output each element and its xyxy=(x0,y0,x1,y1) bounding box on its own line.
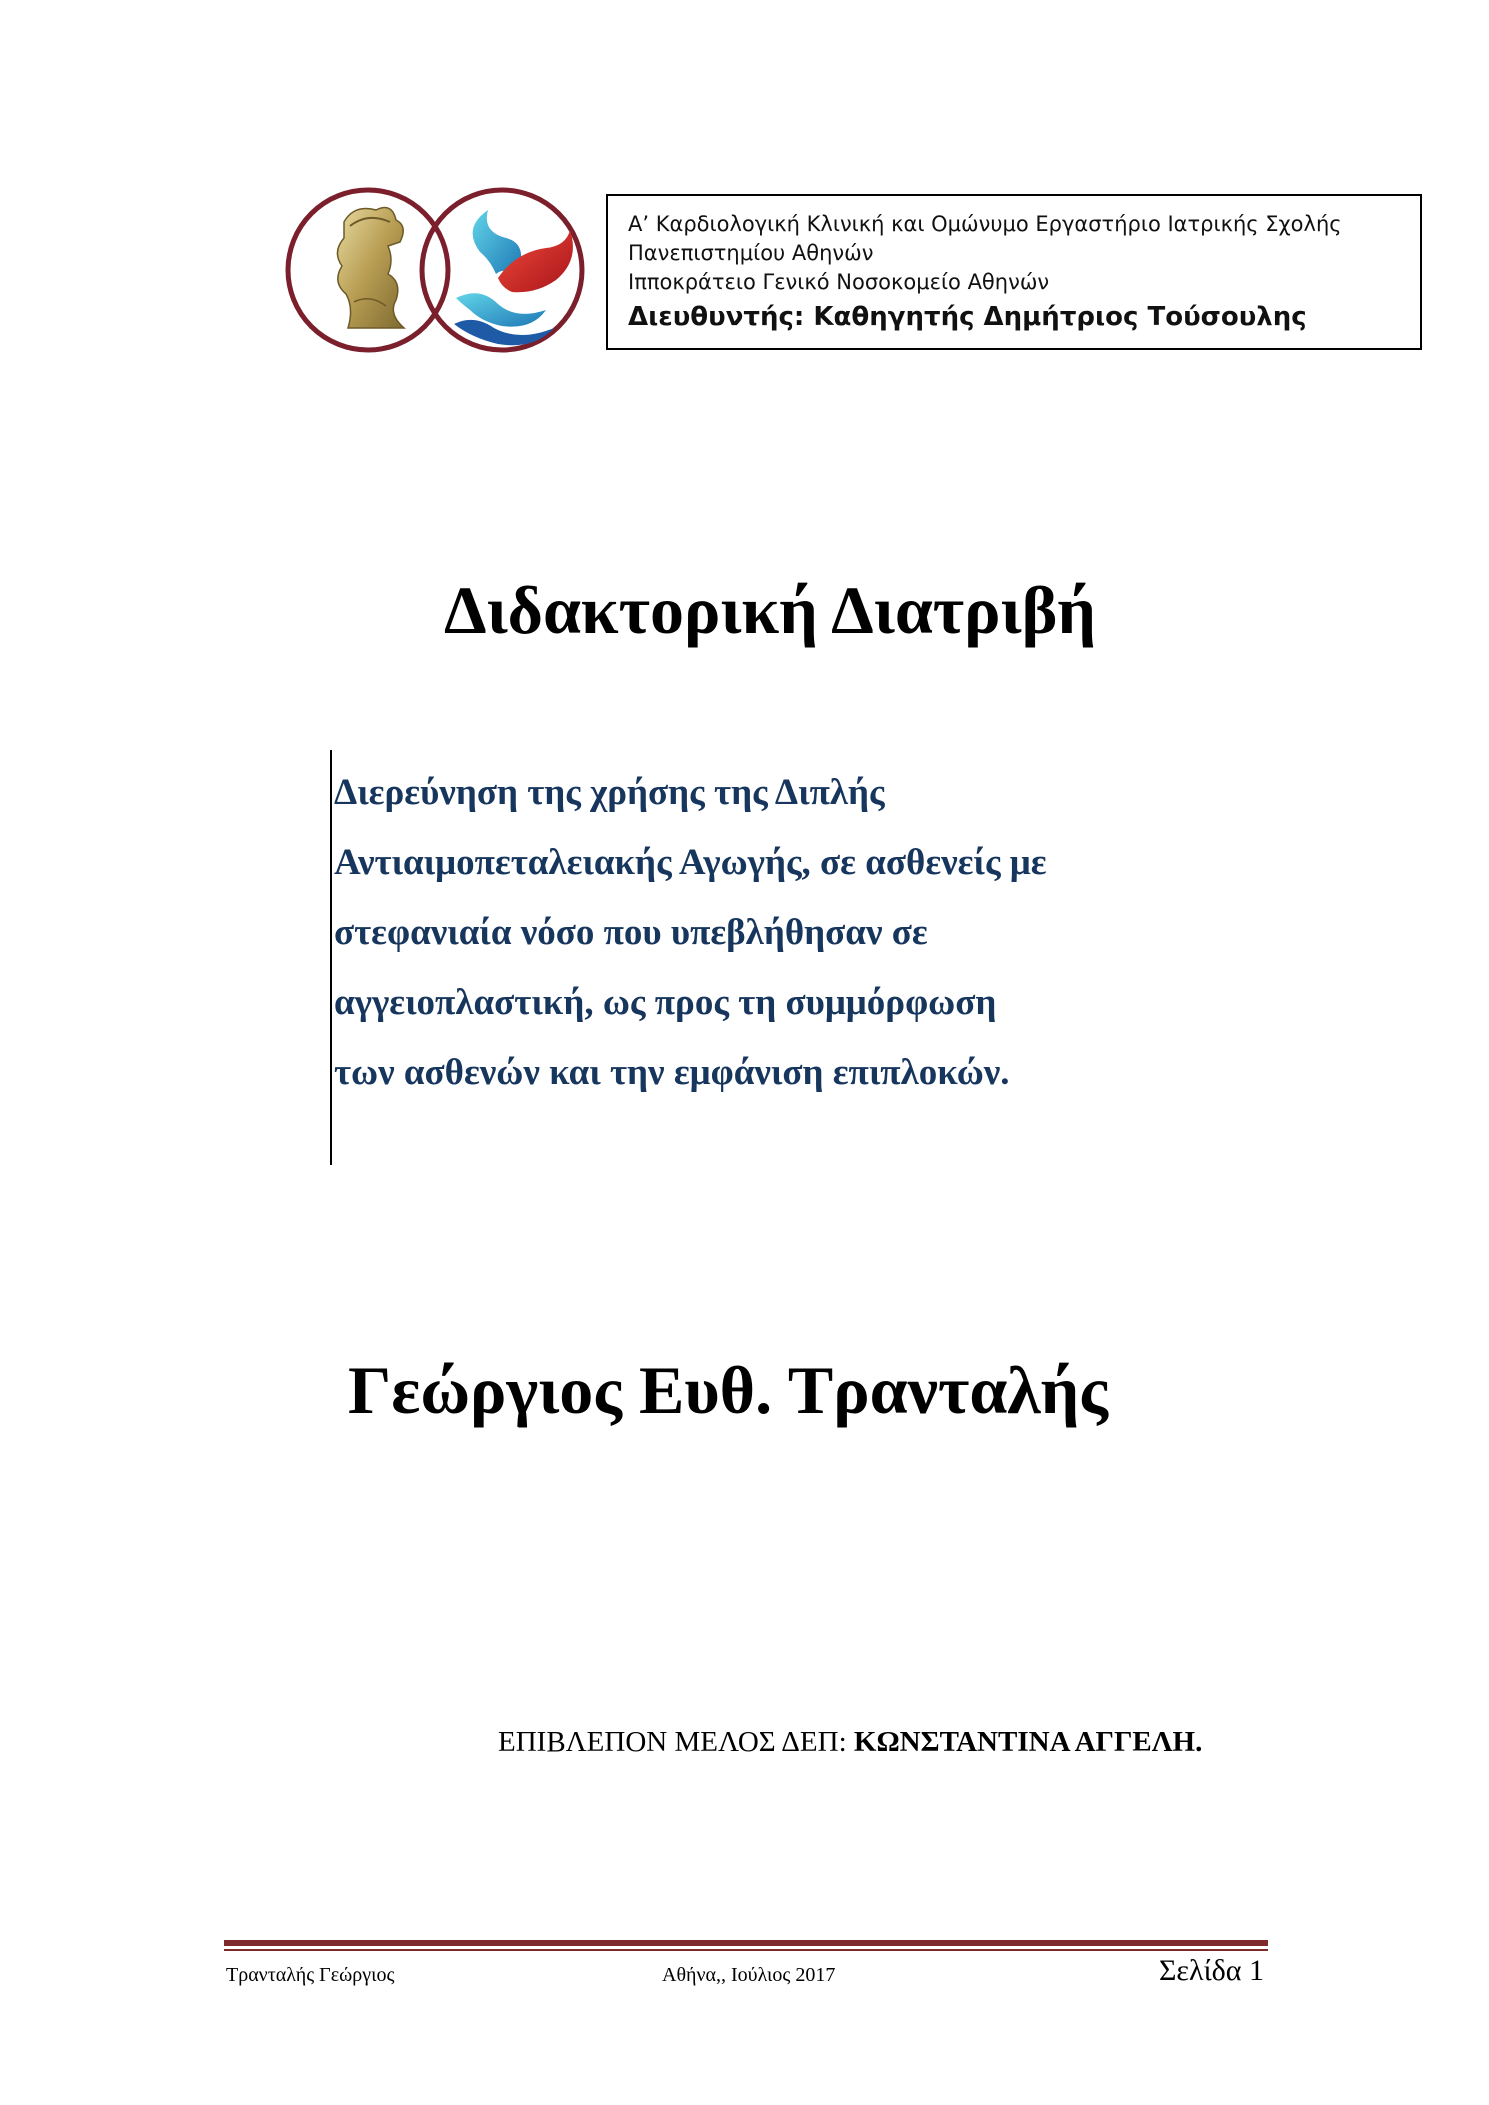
thesis-title-line: των ασθενών και την εμφάνιση επιπλοκών. xyxy=(334,1052,1010,1093)
thesis-title xyxy=(334,765,1234,1115)
supervisor-line xyxy=(498,1722,1202,1762)
institution-line: Α’ Καρδιολογική Κλινική και Ομώνυμο Εργαστήριο Ιατρικής Σχολής xyxy=(628,212,1342,236)
page-footer xyxy=(226,1952,1268,1998)
thesis-title-line: στεφανιαία νόσο που υπεβλήθησαν σε xyxy=(334,912,928,953)
supervisor-name: ΚΩΝΣΤΑΝΤΙΝΑ ΑΓΓΕΛΗ. xyxy=(853,1726,1203,1758)
thesis-title-line: Διερεύνηση της χρήσης της Διπλής xyxy=(334,772,885,813)
director-line: Διευθυντής: Καθηγητής Δημήτριος Τούσουλης xyxy=(628,302,1307,332)
institution-line: Ιπποκράτειο Γενικό Νοσοκομείο Αθηνών xyxy=(628,270,1050,294)
thesis-title-line: αγγειοπλαστική, ως προς τη συμμόρφωση xyxy=(334,982,997,1023)
author-name: Γεώργιος Ευθ. Τρανταλής xyxy=(348,1352,1108,1428)
logos-graphic xyxy=(284,182,594,358)
thesis-title-line: Αντιαιμοπεταλειακής Αγωγής, σε ασθενείς με xyxy=(334,842,1047,883)
footer-author: Τρανταλής Γεώργιος xyxy=(226,1964,395,1986)
footer-rule xyxy=(224,1940,1268,1951)
supervisor-label: ΕΠΙΒΛΕΠΟΝ ΜΕΛΟΣ ΔΕΠ: xyxy=(498,1726,847,1758)
title-margin-rule xyxy=(330,750,332,1165)
document-type-heading: Διδακτορική Διατριβή xyxy=(443,572,1097,648)
footer-rule-thin xyxy=(224,1949,1268,1951)
institution-box xyxy=(606,194,1422,350)
header-logos xyxy=(284,182,594,358)
institution-line: Πανεπιστημίου Αθηνών xyxy=(628,241,874,265)
footer-place-date: Αθήνα,, Ιούλιος 2017 xyxy=(662,1964,836,1986)
footer-page-number: Σελίδα 1 xyxy=(1158,1954,1264,1987)
footer-rule-thick xyxy=(224,1940,1268,1946)
